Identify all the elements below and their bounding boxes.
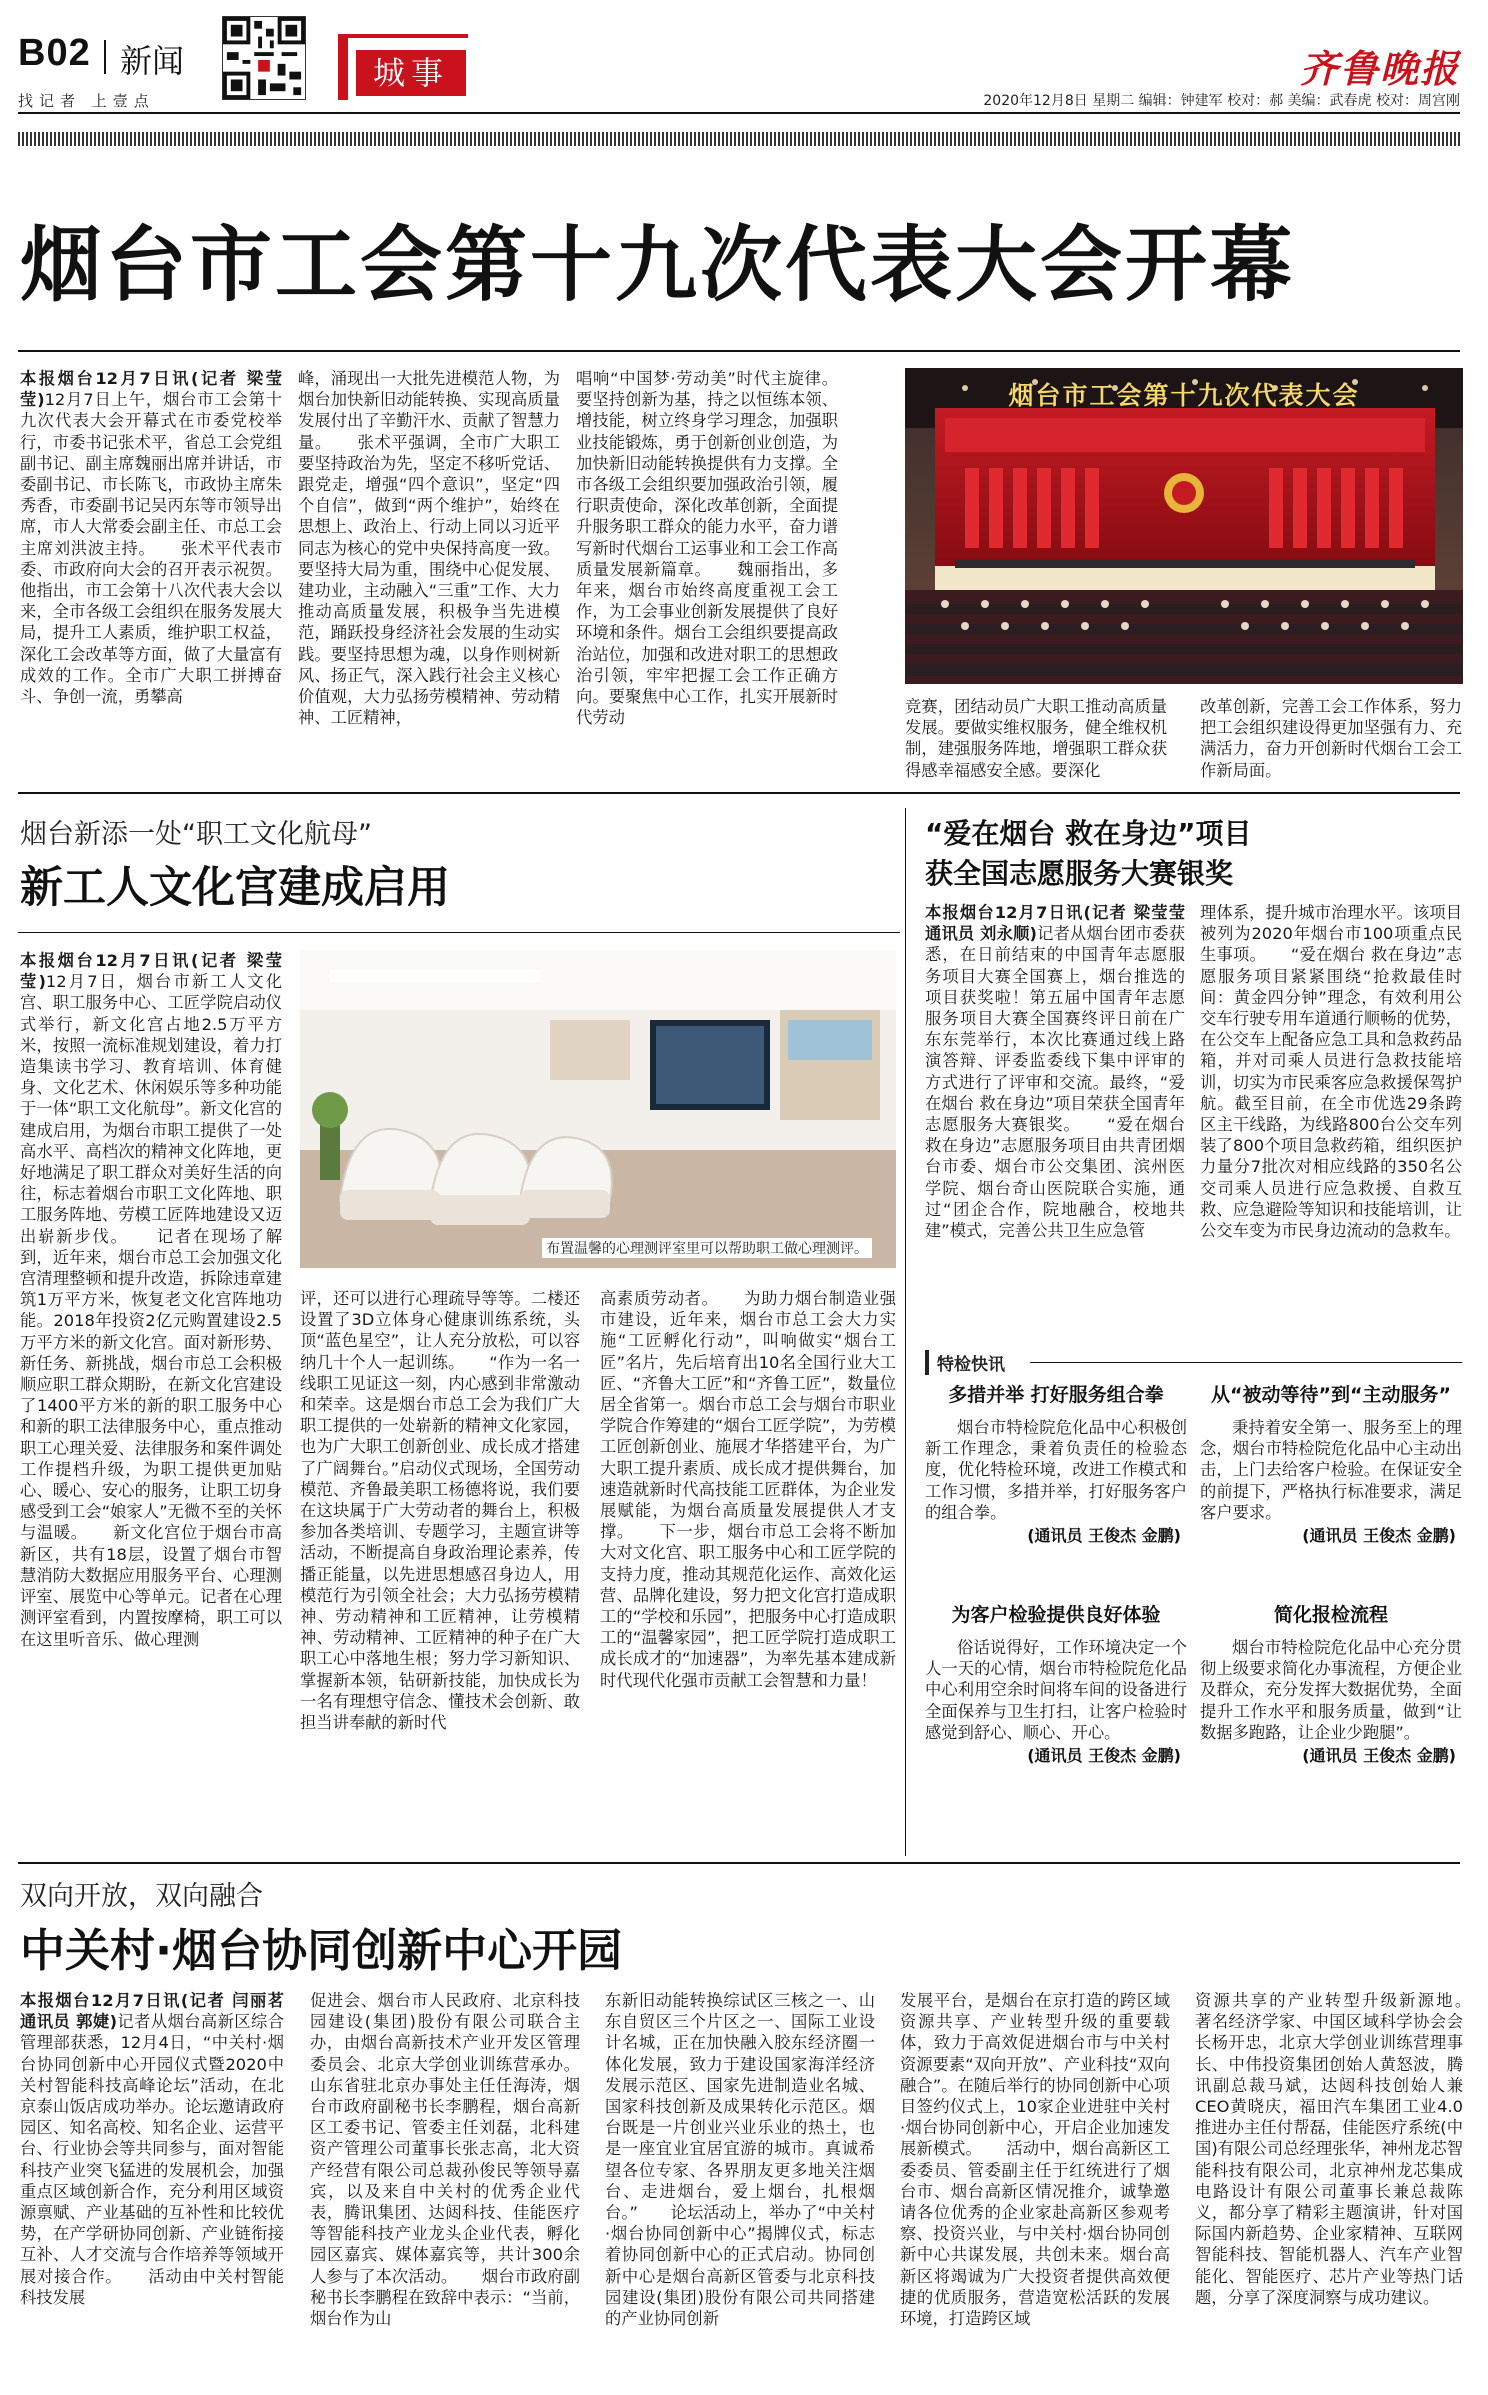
kuaixun-item-1-credit: (通讯员 王俊杰 金鹏) (1027, 1526, 1181, 1546)
story1-photo-banner: 烟台市工会第十九次代表大会 (1008, 381, 1360, 410)
kuaixun-item-4-title: 简化报检流程 (1273, 1604, 1388, 1626)
story4-col4: 发展平台，是烟台在京打造的跨区域资源共享、产业转型升级的重要载体，致力于高效促进烟台市与中关村资源要素“双向开放”、产业科技“双向融合”。在随后举行的协同创新中心项目签约仪式上，10家企业进驻中关村·烟台协同创新中心，开启企业加速发展新模式。 活动中，烟台高新区工委委员、管委副主任于红统进行了烟台市、烟台高新区情况推介，诚挚邀请各位优秀的企业家赴高新区参观考察、投资兴业，与中关村·烟台协同创新中心共谋发展，共创未来。烟台高新区将竭诚为广大投资者提供高效便捷的优质服务，营造宽松活跃的发展环境，打造跨区域 (900, 1991, 1170, 2329)
section-tag-label: 城事 (356, 50, 466, 96)
story1-col3: 唱响“中国梦·劳动美”时代主旋律。要坚持创新为基，持之以恒练本领、增技能，树立终身学习理念，加强职业技能锻炼，勇于创新创业创造，为加快新旧动能转换提供有力支撑。全市各级工会组织要加强政治引领，履行职责使命，深化改革创新，全面提升服务职工群众的能力水平，奋力谱写新时代烟台工运事业和工会工作高质量发展新篇章。 魏丽指出，多年来，烟台市始终高度重视工会工作，为工会事业创新发展提供了良好环境和条件。烟台工会组织要提高政治站位，加强和改进对职工的思想政治引领，牢牢把握工会工作正确方向。要聚焦中心工作，扎实开展新时代劳动 (576, 369, 838, 728)
kuaixun-item-4-text: 烟台市特检院危化品中心充分贯彻上级要求简化办事流程，方便企业及群众，充分发挥大数据优势，全面提升工作水平和服务质量，做到“让数据多跑路，让企业少跑腿”。 (1200, 1638, 1462, 1742)
story3-byline: 本报烟台12月7日讯(记者 梁莹莹 通讯员 刘永顺) (925, 903, 1185, 944)
story2-kicker: 烟台新添一处“职工文化航母” (20, 819, 372, 850)
story2-headline: 新工人文化宫建成启用 (20, 863, 450, 913)
story1-col2: 峰，涌现出一大批先进模范人物，为烟台加快新旧动能转换、实现高质量发展付出了辛勤汗水、贡献了智慧力量。 张术平强调，全市广大职工要坚持政治为先，坚定不移听党话、跟党走，增强“四个意识”，坚定“四个自信”，做到“两个维护”，始终在思想上、政治上、行动上同以习近平同志为核心的党中央保持高度一致。要坚持大局为重，围绕中心促发展、建功业，主动融入“三重”工作、大力推动高质量发展，积极争当先进模范，踊跃投身经济社会发展的生动实践。要坚持思想为魂，以身作则树新风、扬正气，深入践行社会主义核心价值观，大力弘扬劳模精神、劳动精神、工匠精神， (298, 369, 560, 728)
story1-col1: 本报烟台12月7日讯(记者 梁莹莹)12月7日上午，烟台市工会第十九次代表大会开幕式在市委党校举行，市委书记张术平，省总工会党组副书记、副主席魏丽出席并讲话，市委副书记、市长陈飞，市政协主席朱秀香，市委副书记吴丙东等市领导出席，市人大常委会副主任、市总工会主席刘洪波主持。 张术平代表市委、市政府向大会的召开表示祝贺。他指出，市工会第十八次代表大会以来，全市各级工会组织在服务发展大局，提升工人素质，维护职工权益，深化工会改革等方面，做了大量富有成效的工作。全市广大职工拼搏奋斗、争创一流，勇攀高 (20, 369, 282, 707)
kuaixun-item-1 (925, 1380, 1187, 1546)
kuaixun-item-1-title: 多措并举 打好服务组合拳 (948, 1384, 1164, 1406)
newspaper-logo: 齐鲁晚报 (1299, 46, 1460, 91)
story3-col1: 本报烟台12月7日讯(记者 梁莹莹 通讯员 刘永顺)记者从烟台团市委获悉，在日前结束的中国青年志愿服务项目大赛全国赛上，烟台推选的项目获奖啦！第五届中国青年志愿服务项目大赛全国赛终评日前在广东东莞举行，本次比赛通过线上路演答辩、评委监委线下集中评审的方式进行了评审和交流。最终，“爱在烟台 救在身边”项目荣获全国青年志愿服务大赛银奖。 “爱在烟台 救在身边”志愿服务项目由共青团烟台市委、烟台市公交集团、滨州医学院、烟台奇山医院联合实施，通过“团企合作，院地融合，校地共建”模式，完善公共卫生应急管 (925, 903, 1185, 1241)
qr-code-icon[interactable] (222, 16, 306, 100)
section-name: 新闻 (120, 42, 185, 80)
kuaixun-item-2 (1200, 1380, 1462, 1546)
kuaixun-item-4-credit: (通讯员 王俊杰 金鹏) (1302, 1746, 1456, 1766)
psych-room-image (300, 950, 896, 1268)
section-slogan: 找记者 上壹点 (18, 92, 155, 110)
story1-col5: 改革创新，完善工会工作体系，努力把工会组织建设得更加坚强有力、充满活力，奋力开创新时代烟台工会工作新局面。 (1200, 697, 1462, 780)
story2-photo-caption: 布置温馨的心理测评室里可以帮助职工做心理测评。 (542, 1238, 872, 1258)
story1-byline: 本报烟台12月7日讯(记者 梁莹莹) (20, 369, 282, 410)
kuaixun-item-2-title: 从“被动等待”到“主动服务” (1211, 1384, 1451, 1406)
story2-col2: 评，还可以进行心理疏导等等。二楼还设置了3D立体身心健康训练系统，头顶“蓝色星空”，让人充分放松，可以容纳几十个人一起训练。 “作为一名一线职工见证这一刻，内心感到非常激动和荣幸。这是烟台市总工会为我们广大职工提供的一处崭新的精神文化家园，也为广大职工创新创业、成长成才搭建了广阔舞台。”启动仪式现场，全国劳动模范、齐鲁最美职工杨德将说，我们要在这块属于广大劳动者的舞台上，积极参加各类培训、专题学习，主题宣讲等活动，不断提高自身政治理论素养，传播正能量，以先进思想感召身边人，用模范行为引领全社会；大力弘扬劳模精神、劳动精神和工匠精神，让劳模精神、劳动精神、工匠精神的种子在广大职工心中落地生根；努力学习新知识、掌握新本领，钻研新技能，加快成长为一名有理想守信念、懂技术会创新、敢担当讲奉献的新时代 (300, 1289, 580, 1733)
header-hatch-divider (18, 132, 1460, 146)
story2-col1: 本报烟台12月7日讯(记者 梁莹莹)12月7日，烟台市新工人文化宫、职工服务中心、工匠学院启动仪式举行，新文化宫占地2.5万平方米，按照一流标准规划建设，着力打造集读书学习、教育培训、体育健身、文化艺术、休闲娱乐等多种功能于一体“职工文化航母”。新文化宫的建成启用，为烟台市职工提供了一处高水平、高档次的精神文化阵地，更好地满足了职工群众对美好生活的向往，标志着烟台市职工文化阵地、职工服务阵地、劳模工匠阵地建设又迈出崭新步伐。 记者在现场了解到，近年来，烟台市总工会加强文化宫清理整顿和提升改造，拆除违章建筑1万平方米，恢复老文化宫阵地功能。2018年投资2亿元购置建设2.5万平方米的新文化宫。面对新形势、新任务、新挑战，烟台市总工会积极顺应职工群众期盼，在新文化宫建设了1400平方米的新的职工服务中心和新的职工法律服务中心，重点推动职工心理关爱、法律服务和案件调处工作提档升级，为职工提供更加贴心、暖心、安心的服务，让职工切身感受到工会“娘家人”无微不至的关怀与温暖。 新文化宫位于烟台市高新区，共有18层，设置了烟台市智慧消防大数据应用服务平台、心理测评室、展览中心等单元。记者在心理测评室看到，内置按摩椅，职工可以在这里听音乐、做心理测 (20, 951, 282, 1649)
story3-kicker: “爱在烟台 救在身边”项目 (925, 817, 1252, 850)
kuaixun-label: 特检快讯 (925, 1350, 1005, 1375)
story3-col2: 理体系，提升城市治理水平。该项目被列为2020年烟台市100项重点民生事项。 “爱在烟台 救在身边”志愿服务项目紧紧围绕“抢救最佳时间：黄金四分钟”理念，有效利用公交车行驶专用车道通行顺畅的优势，在公交车上配备应急工具和急救药品箱，并对司乘人员进行急救技能培训，切实为市民乘客应急救援保驾护航。截至目前，在全市优选29条跨区主干线路，为线路800台公交车列装了800个项目急救药箱，组织医护力量分7批次对相应线路的350名公交司乘人员进行应急救援、自救互救、应急避险等知识和技能培训，让公交车变为市民身边流动的急救车。 (1200, 903, 1462, 1241)
story4-headline: 中关村·烟台协同创新中心开园 (20, 1924, 623, 1977)
story4-byline: 本报烟台12月7日讯(记者 闫丽茗 通讯员 郭婕) (20, 1991, 284, 2032)
dateline: 2020年12月8日 星期二 编辑：钟建军 校对：郝 美编：武春虎 校对：周宫刚 (983, 93, 1460, 109)
kuaixun-item-3-title: 为客户检验提供良好体验 (951, 1604, 1161, 1626)
kuaixun-item-3 (925, 1600, 1187, 1766)
kuaixun-item-2-text: 秉持着安全第一、服务至上的理念，烟台市特检院危化品中心主动出击，上门去给客户检验。在保证安全的前提下，严格执行标准要求，满足客户要求。 (1200, 1418, 1462, 1522)
kuaixun-item-1-text: 烟台市特检院危化品中心积极创新工作理念，秉着负责任的检验态度，优化特检环境，改进工作模式和工作习惯，多措并举，打好服务客户的组合拳。 (925, 1418, 1187, 1522)
kuaixun-item-3-text: 俗话说得好，工作环境决定一个人一天的心情，烟台市特检院危化品中心利用空余时间将车间的设备进行全面保养与卫生打扫，让客户检验时感觉到舒心、顺心、开心。 (925, 1638, 1187, 1742)
story4-col5: 资源共享的产业转型升级新源地。 著名经济学家、中国区域科学协会会长杨开忠，北京大学创业训练营理事长、中伟投资集团创始人黄怒波，腾讯副总裁马斌，达闼科技创始人兼CEO黄晓庆，福田汽车集团工业4.0推进办主任付帮磊，佳能医疗系统(中国)有限公司总经理张华，神州龙芯智能科技有限公司，北京神州龙芯集成电路设计有限公司董事长兼总裁陈义，都分享了精彩主题演讲，针对国际国内新趋势、企业家精神、互联网智能科技、智能机器人、汽车产业智能化、智能医疗、芯片产业等热门话题，分享了深度洞察与成功建议。 (1195, 1991, 1463, 2307)
story2-photo[interactable] (300, 950, 896, 1268)
story4-col2: 促进会、烟台市人民政府、北京科技园建设(集团)股份有限公司联合主办，由烟台高新技术产业开发区管理委员会、北京大学创业训练营承办。山东省驻北京办事处主任任海涛，烟台市政府副秘书长李鹏程，烟台高新区工委书记、管委主任刘磊，北科建资产管理公司董事长张志高，北大资产经营有限公司总裁孙俊民等领导嘉宾，以及来自中关村的优秀企业代表，腾讯集团、达闼科技、佳能医疗等智能科技产业龙头企业代表，孵化园区嘉宾、媒体嘉宾等，共计300余人参与了本次活动。 烟台市政府副秘书长李鹏程在致辞中表示：“当前，烟台作为山 (310, 1991, 580, 2329)
story2-col3: 高素质劳动者。 为助力烟台制造业强市建设，近年来，烟台市总工会大力实施“工匠孵化行动”，叫响做实“烟台工匠”名片，先后培育出10名全国行业大工匠、“齐鲁大工匠”和“齐鲁工匠”，数量位居全省第一。烟台市总工会与烟台市职业学院合作筹建的“烟台工匠学院”，为劳模工匠创新创业、施展才华搭建平台，为广大职工提升素质、成长成才提供舞台，加速造就新时代高技能工匠群体，为企业发展赋能，为烟台高质量发展提供人才支撑。 下一步，烟台市总工会将不断加大对文化宫、职工服务中心和工匠学院的支持力度，推动其规范化运作、高效化运营、品牌化建设，努力把文化宫打造成职工的“学校和乐园”，把服务中心打造成职工的“温馨家园”，把工匠学院打造成职工成长成才的“加速器”，为率先基本建成新时代现代化强市贡献工会智慧和力量！ (600, 1289, 896, 1690)
section-tag (338, 34, 468, 100)
story4-col1: 本报烟台12月7日讯(记者 闫丽茗 通讯员 郭婕)记者从烟台高新区综合管理部获悉，12月4日，“中关村·烟台协同创新中心开园仪式暨2020中关村智能科技高峰论坛”活动，在北京泰山饭店成功举办。论坛邀请政府园区、知名高校、知名企业、运营平台、行业协会等共同参与，面对智能科技产业突飞猛进的发展机会，加强重点区域创新合作，充分利用区域资源禀赋、产业基础的互补性和比较优势，在产学研协同创新、产业链衔接互补、人才交流与合作培养等领域开展对接合作。 活动由中关村智能科技发展 (20, 1991, 284, 2307)
story4-kicker: 双向开放，双向融合 (20, 1881, 263, 1912)
story4-col3: 东新旧动能转换综试区三核之一、山东自贸区三个片区之一、国际工业设计名城，正在加快融入胶东经济圈一体化发展，致力于建设国家海洋经济发展示范区、国家先进制造业名城、国家科技创新及成果转化示范区。烟台既是一片创业兴业乐业的热土，也是一座宜业宜居宜游的城市。真诚希望各位专家、各界朋友更多地关注烟台、走进烟台，爱上烟台，扎根烟台。” 论坛活动上，举办了“中关村·烟台协同创新中心”揭牌仪式，标志着协同创新中心的正式启动。协同创新中心是烟台高新区管委与北京科技园建设(集团)股份有限公司共同搭建的产业协同创新 (605, 1991, 875, 2329)
story1-col4: 竞赛，团结动员广大职工推动高质量发展。要做实维权服务，健全维权机制，建强服务阵地，增强职工群众获得感幸福感安全感。要深化 (905, 697, 1167, 780)
page-number: B02 (18, 32, 91, 74)
conference-hall-image (905, 368, 1463, 684)
story1-headline: 烟台市工会第十九次代表大会开幕 (20, 218, 1296, 313)
kuaixun-item-2-credit: (通讯员 王俊杰 金鹏) (1302, 1526, 1456, 1546)
story3-headline: 获全国志愿服务大赛银奖 (925, 857, 1234, 890)
story1-photo[interactable] (905, 368, 1463, 684)
story2-byline: 本报烟台12月7日讯(记者 梁莹莹) (20, 951, 282, 992)
kuaixun-item-3-credit: (通讯员 王俊杰 金鹏) (1027, 1746, 1181, 1766)
kuaixun-item-4 (1200, 1600, 1462, 1766)
